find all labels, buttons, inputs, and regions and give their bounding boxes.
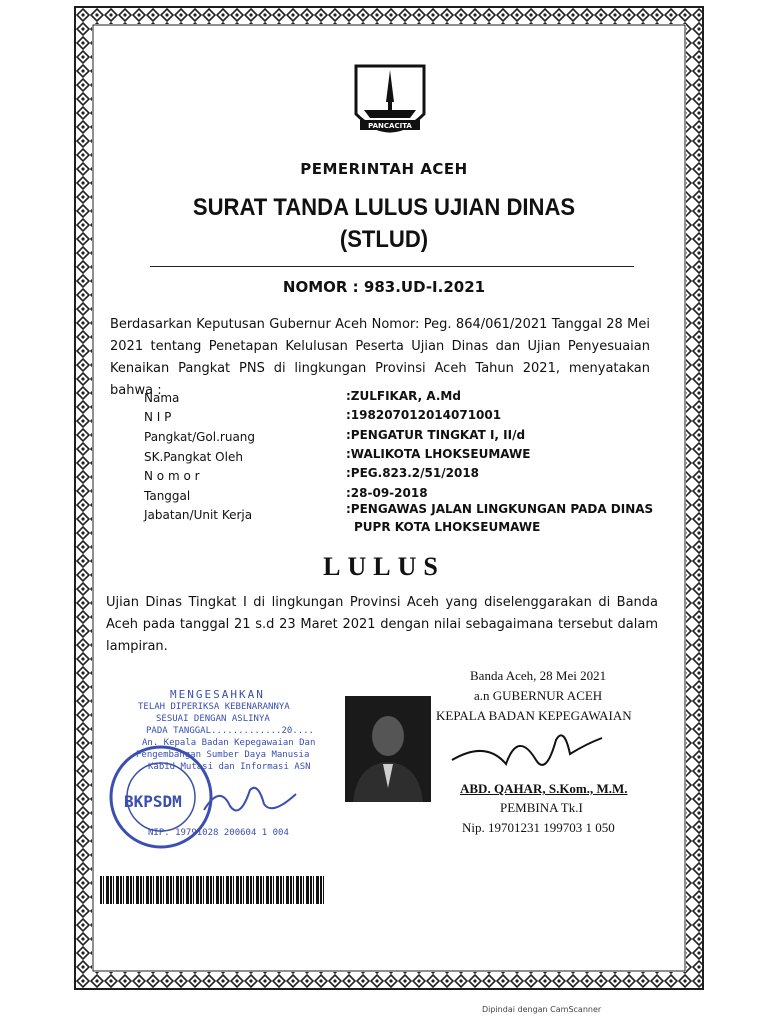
title-divider <box>150 266 634 267</box>
field-label-date: Tanggal <box>144 489 191 503</box>
sign-on-behalf: a.n GUBERNUR ACEH <box>474 688 603 703</box>
field-label-rank: Pangkat/Gol.ruang <box>144 430 256 444</box>
sign-office: KEPALA BADAN KEPEGAWAIAN <box>436 708 632 723</box>
stamp-seal-text: BKPSDM <box>124 792 182 811</box>
stamp-signature-icon <box>200 780 300 820</box>
sign-nip: Nip. 19701231 199703 1 050 <box>462 820 615 835</box>
stamp-nip: NIP. 19791028 200604 1 004 <box>148 828 289 838</box>
stamp-line2: TELAH DIPERIKSA KEBENARANNYA <box>138 702 290 712</box>
field-value-position-cont: PUPR KOTA LHOKSEUMAWE <box>354 520 541 534</box>
sign-name: ABD. QAHAR, S.Kom., M.M. <box>460 781 628 796</box>
intro-paragraph: Berdasarkan Keputusan Gubernur Aceh Nomor: Peg. 864/061/2021 Tanggal 28 Mei 2021 tentang Penetapan Kelulusan Peserta Ujian Dinas dan Ujian Penyesuaian Kenaikan Pangkat PNS di lingkungan Provinsi Aceh Tahun 2021, menyatakan bahwa : <box>110 317 650 398</box>
certificate-title: SURAT TANDA LULUS UJIAN DINAS <box>192 194 576 221</box>
barcode <box>100 876 326 904</box>
holder-photo <box>345 696 431 802</box>
result-heading: LULUS <box>323 552 445 581</box>
stamp-line1: MENGESAHKAN <box>170 688 265 701</box>
stamp-line6: Pengembangan Sumber Daya Manusia <box>136 750 310 760</box>
government-title: PEMERINTAH ACEH <box>300 160 468 178</box>
person-portrait-icon <box>345 696 431 802</box>
field-value-number: :PEG.823.2/51/2018 <box>346 466 480 480</box>
stamp-line4: PADA TANGGAL.............20.... <box>146 726 314 736</box>
field-value-sk-by: :WALIKOTA LHOKSEUMAWE <box>346 447 531 461</box>
field-value-date: :28-09-2018 <box>346 486 428 500</box>
certificate-abbreviation: (STLUD) <box>339 226 429 253</box>
emblem-label: PANCACITA <box>368 122 412 130</box>
scanner-watermark: Dipindai dengan CamScanner <box>482 1005 602 1014</box>
result-paragraph: Ujian Dinas Tingkat I di lingkungan Provinsi Aceh yang diselenggarakan di Banda Aceh pada tanggal 21 s.d 23 Maret 2021 dengan nilai sebagaimana tersebut dalam lampiran. <box>106 595 658 654</box>
field-label-nip: N I P <box>144 410 172 424</box>
certificate-number: NOMOR : 983.UD-I.2021 <box>282 278 486 296</box>
field-value-rank: :PENGATUR TINGKAT I, II/d <box>346 428 526 442</box>
field-value-position: :PENGAWAS JALAN LINGKUNGAN PADA DINAS <box>346 502 654 516</box>
stamp-line7: Kabid Mutasi dan Informasi ASN <box>148 762 311 772</box>
field-value-nip: :198207012014071001 <box>346 408 502 422</box>
sign-rank: PEMBINA Tk.I <box>500 800 583 815</box>
sign-place-date: Banda Aceh, 28 Mei 2021 <box>470 668 607 683</box>
stamp-line5: An. Kepala Badan Kepegawaian Dan <box>142 738 316 748</box>
aceh-emblem-icon <box>350 62 430 144</box>
field-label-number: N o m o r <box>144 469 200 483</box>
field-value-name: :ZULFIKAR, A.Md <box>346 389 461 403</box>
field-label-sk-by: SK.Pangkat Oleh <box>144 450 243 464</box>
field-label-name: Nama <box>144 391 180 405</box>
stamp-line3: SESUAI DENGAN ASLINYA <box>156 714 270 724</box>
field-label-position: Jabatan/Unit Kerja <box>144 508 253 522</box>
handwritten-signature-icon <box>446 720 606 780</box>
